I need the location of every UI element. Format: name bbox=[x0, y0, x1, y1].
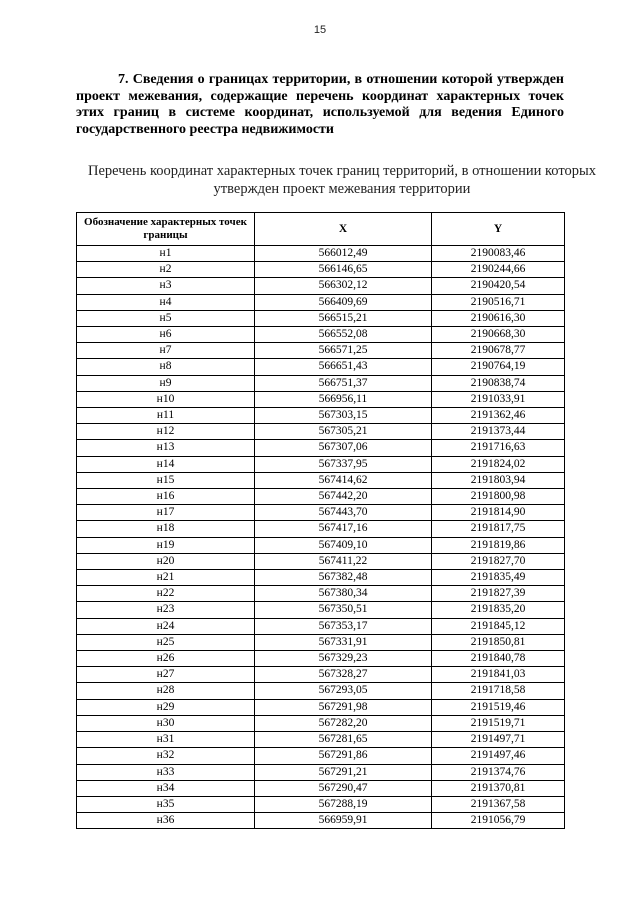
table-row bbox=[77, 375, 565, 391]
cell-y: 2190838,74 bbox=[432, 375, 565, 391]
cell-y: 2191497,71 bbox=[432, 732, 565, 748]
cell-point-id: н22 bbox=[77, 586, 255, 602]
cell-x: 567409,10 bbox=[255, 537, 432, 553]
cell-x: 567350,51 bbox=[255, 602, 432, 618]
cell-point-id: н19 bbox=[77, 537, 255, 553]
table-row bbox=[77, 343, 565, 359]
cell-point-id: н26 bbox=[77, 651, 255, 667]
cell-x: 567281,65 bbox=[255, 732, 432, 748]
table-caption: Перечень координат характерных точек границ территорий, в отношении которых утвержден проект межевания территории bbox=[88, 163, 596, 197]
cell-x: 566651,43 bbox=[255, 359, 432, 375]
cell-y: 2191362,46 bbox=[432, 408, 565, 424]
table-row bbox=[77, 278, 565, 294]
header-x: X bbox=[255, 213, 432, 246]
cell-y: 2190668,30 bbox=[432, 327, 565, 343]
cell-point-id: н28 bbox=[77, 683, 255, 699]
table-row bbox=[77, 699, 565, 715]
cell-y: 2191374,76 bbox=[432, 764, 565, 780]
cell-x: 567337,95 bbox=[255, 456, 432, 472]
cell-y: 2191718,58 bbox=[432, 683, 565, 699]
cell-x: 566409,69 bbox=[255, 294, 432, 310]
cell-x: 566751,37 bbox=[255, 375, 432, 391]
table-row bbox=[77, 602, 565, 618]
cell-point-id: н33 bbox=[77, 764, 255, 780]
table-row bbox=[77, 327, 565, 343]
cell-y: 2191819,86 bbox=[432, 537, 565, 553]
cell-x: 567329,23 bbox=[255, 651, 432, 667]
table-row bbox=[77, 262, 565, 278]
cell-point-id: н10 bbox=[77, 391, 255, 407]
cell-x: 566012,49 bbox=[255, 246, 432, 262]
cell-x: 567328,27 bbox=[255, 667, 432, 683]
cell-y: 2191370,81 bbox=[432, 780, 565, 796]
cell-point-id: н4 bbox=[77, 294, 255, 310]
table-row bbox=[77, 246, 565, 262]
header-point-designation: Обозначение характерных точек границы bbox=[77, 213, 255, 246]
cell-y: 2191827,39 bbox=[432, 586, 565, 602]
cell-point-id: н16 bbox=[77, 489, 255, 505]
cell-y: 2191800,98 bbox=[432, 489, 565, 505]
cell-x: 567442,20 bbox=[255, 489, 432, 505]
cell-y: 2190616,30 bbox=[432, 310, 565, 326]
table-row bbox=[77, 732, 565, 748]
cell-y: 2191056,79 bbox=[432, 813, 565, 829]
cell-x: 567417,16 bbox=[255, 521, 432, 537]
cell-point-id: н35 bbox=[77, 796, 255, 812]
cell-y: 2191840,78 bbox=[432, 651, 565, 667]
cell-point-id: н15 bbox=[77, 472, 255, 488]
cell-x: 567290,47 bbox=[255, 780, 432, 796]
cell-y: 2191033,91 bbox=[432, 391, 565, 407]
cell-y: 2191841,03 bbox=[432, 667, 565, 683]
table-row bbox=[77, 813, 565, 829]
cell-x: 567291,98 bbox=[255, 699, 432, 715]
table-row bbox=[77, 667, 565, 683]
cell-x: 567353,17 bbox=[255, 618, 432, 634]
cell-x: 567293,05 bbox=[255, 683, 432, 699]
cell-x: 566959,91 bbox=[255, 813, 432, 829]
cell-x: 567382,48 bbox=[255, 570, 432, 586]
cell-point-id: н20 bbox=[77, 553, 255, 569]
cell-y: 2191716,63 bbox=[432, 440, 565, 456]
table-row bbox=[77, 537, 565, 553]
table-row bbox=[77, 618, 565, 634]
cell-y: 2191519,46 bbox=[432, 699, 565, 715]
cell-point-id: н12 bbox=[77, 424, 255, 440]
cell-y: 2190764,19 bbox=[432, 359, 565, 375]
cell-point-id: н32 bbox=[77, 748, 255, 764]
table-row bbox=[77, 440, 565, 456]
cell-point-id: н11 bbox=[77, 408, 255, 424]
cell-point-id: н30 bbox=[77, 715, 255, 731]
cell-x: 567282,20 bbox=[255, 715, 432, 731]
table-row bbox=[77, 294, 565, 310]
cell-point-id: н23 bbox=[77, 602, 255, 618]
cell-point-id: н34 bbox=[77, 780, 255, 796]
cell-y: 2191845,12 bbox=[432, 618, 565, 634]
cell-y: 2191497,46 bbox=[432, 748, 565, 764]
table-row bbox=[77, 310, 565, 326]
table-row bbox=[77, 764, 565, 780]
cell-point-id: н18 bbox=[77, 521, 255, 537]
cell-x: 566515,21 bbox=[255, 310, 432, 326]
cell-x: 567411,22 bbox=[255, 553, 432, 569]
cell-x: 566571,25 bbox=[255, 343, 432, 359]
cell-y: 2190244,66 bbox=[432, 262, 565, 278]
cell-y: 2191835,49 bbox=[432, 570, 565, 586]
cell-x: 567443,70 bbox=[255, 505, 432, 521]
coordinates-table bbox=[76, 212, 565, 829]
cell-y: 2190420,54 bbox=[432, 278, 565, 294]
table-row bbox=[77, 489, 565, 505]
table-row bbox=[77, 521, 565, 537]
cell-point-id: н24 bbox=[77, 618, 255, 634]
table-body bbox=[77, 246, 565, 829]
cell-point-id: н3 bbox=[77, 278, 255, 294]
table-header-row bbox=[77, 213, 565, 246]
table-row bbox=[77, 651, 565, 667]
table-row bbox=[77, 586, 565, 602]
table-row bbox=[77, 780, 565, 796]
cell-point-id: н2 bbox=[77, 262, 255, 278]
cell-x: 567305,21 bbox=[255, 424, 432, 440]
cell-point-id: н21 bbox=[77, 570, 255, 586]
cell-y: 2191519,71 bbox=[432, 715, 565, 731]
cell-x: 566956,11 bbox=[255, 391, 432, 407]
cell-y: 2191367,58 bbox=[432, 796, 565, 812]
cell-y: 2191814,90 bbox=[432, 505, 565, 521]
cell-x: 566552,08 bbox=[255, 327, 432, 343]
cell-x: 566302,12 bbox=[255, 278, 432, 294]
table-row bbox=[77, 553, 565, 569]
cell-y: 2190678,77 bbox=[432, 343, 565, 359]
cell-point-id: н8 bbox=[77, 359, 255, 375]
table-row bbox=[77, 472, 565, 488]
cell-x: 567380,34 bbox=[255, 586, 432, 602]
cell-y: 2191824,02 bbox=[432, 456, 565, 472]
cell-point-id: н25 bbox=[77, 634, 255, 650]
cell-x: 567307,06 bbox=[255, 440, 432, 456]
table-row bbox=[77, 391, 565, 407]
cell-x: 567288,19 bbox=[255, 796, 432, 812]
table-row bbox=[77, 634, 565, 650]
table-row bbox=[77, 424, 565, 440]
cell-x: 566146,65 bbox=[255, 262, 432, 278]
table-row bbox=[77, 715, 565, 731]
table-row bbox=[77, 408, 565, 424]
cell-y: 2190516,71 bbox=[432, 294, 565, 310]
cell-x: 567331,91 bbox=[255, 634, 432, 650]
cell-point-id: н31 bbox=[77, 732, 255, 748]
cell-y: 2191827,70 bbox=[432, 553, 565, 569]
cell-point-id: н6 bbox=[77, 327, 255, 343]
table-row bbox=[77, 505, 565, 521]
cell-point-id: н14 bbox=[77, 456, 255, 472]
section-heading: 7. Сведения о границах территории, в отношении которой утвержден проект межевания, содержащие перечень координат характерных точек этих границ в системе координат, используемой для ведения Единого государственного реестра недвижимости bbox=[76, 72, 564, 137]
cell-point-id: н7 bbox=[77, 343, 255, 359]
cell-point-id: н9 bbox=[77, 375, 255, 391]
cell-y: 2191373,44 bbox=[432, 424, 565, 440]
cell-x: 567303,15 bbox=[255, 408, 432, 424]
cell-y: 2190083,46 bbox=[432, 246, 565, 262]
table-row bbox=[77, 796, 565, 812]
cell-x: 567291,86 bbox=[255, 748, 432, 764]
table-row bbox=[77, 748, 565, 764]
table-row bbox=[77, 456, 565, 472]
cell-point-id: н17 bbox=[77, 505, 255, 521]
cell-point-id: н1 bbox=[77, 246, 255, 262]
cell-x: 567291,21 bbox=[255, 764, 432, 780]
cell-y: 2191850,81 bbox=[432, 634, 565, 650]
table-row bbox=[77, 359, 565, 375]
cell-point-id: н29 bbox=[77, 699, 255, 715]
cell-point-id: н36 bbox=[77, 813, 255, 829]
cell-y: 2191817,75 bbox=[432, 521, 565, 537]
header-y: Y bbox=[432, 213, 565, 246]
cell-x: 567414,62 bbox=[255, 472, 432, 488]
cell-point-id: н13 bbox=[77, 440, 255, 456]
table-row bbox=[77, 570, 565, 586]
table-row bbox=[77, 683, 565, 699]
page-number: 15 bbox=[313, 24, 327, 36]
cell-point-id: н27 bbox=[77, 667, 255, 683]
cell-y: 2191835,20 bbox=[432, 602, 565, 618]
cell-y: 2191803,94 bbox=[432, 472, 565, 488]
cell-point-id: н5 bbox=[77, 310, 255, 326]
